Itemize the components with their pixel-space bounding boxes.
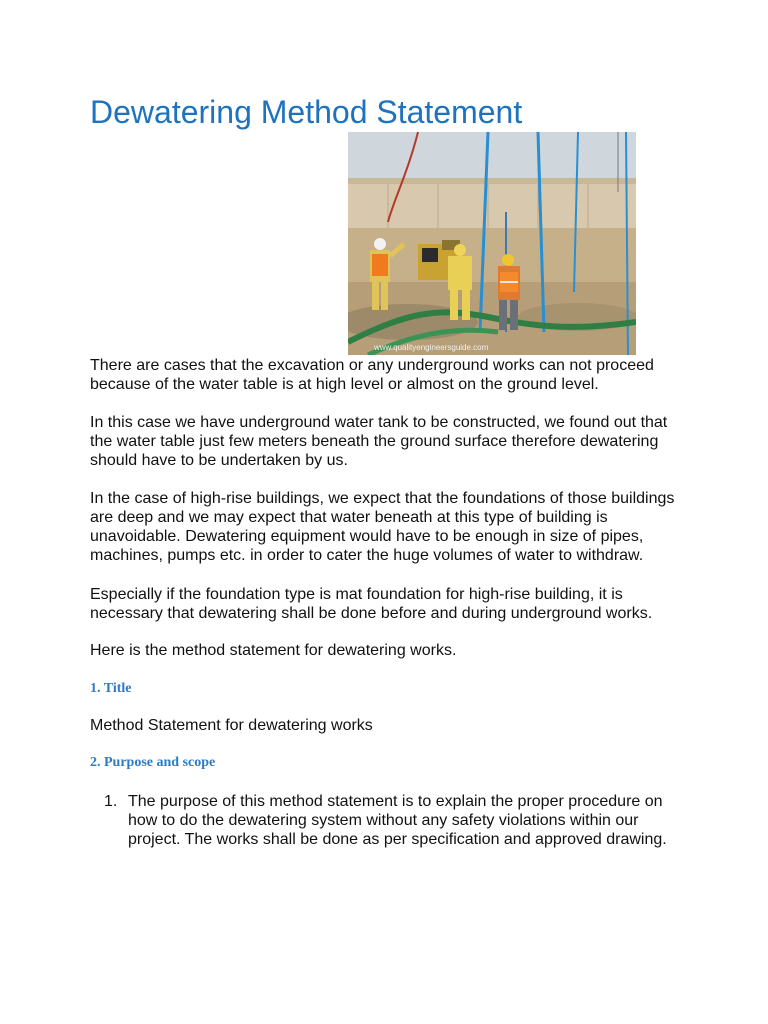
section-heading-purpose: 2. Purpose and scope xyxy=(90,755,216,770)
paragraph: In this case we have underground water tank to be constructed, we found out that the water table just few meters beneath the ground surface therefore dewatering should have to be undertaken by us. xyxy=(90,414,668,469)
paragraph: Especially if the foundation type is mat foundation for high-rise building, it is necessary that dewatering shall be done before and during underground works. xyxy=(90,586,653,622)
paragraph: There are cases that the excavation or any underground works can not proceed because of the water table is at high level or almost on the ground level. xyxy=(90,357,654,393)
paragraph: In the case of high-rise buildings, we expect that the foundations of those buildings are deep and we may expect that water beneath at this type of building is unavoidable. Dewatering equipment would have to be enough in size of pipes, machines, pumps etc. in order to cater the huge volumes of water to withdraw. xyxy=(90,490,675,564)
list-item-number: 1. xyxy=(104,793,118,810)
list-item xyxy=(104,792,694,849)
photo-watermark: www.qualityengineersguide.com xyxy=(374,343,489,352)
list-item-text: The purpose of this method statement is to explain the proper procedure on how to do the dewatering system without any safety violations within our project. The works shall be done as per specification and approved drawing. xyxy=(128,793,667,848)
paragraph: Here is the method statement for dewatering works. xyxy=(90,642,457,659)
dewatering-site-photo xyxy=(348,132,636,355)
page-title: Dewatering Method Statement xyxy=(90,94,523,130)
section-heading-title: 1. Title xyxy=(90,681,132,696)
section-body: Method Statement for dewatering works xyxy=(90,717,373,734)
